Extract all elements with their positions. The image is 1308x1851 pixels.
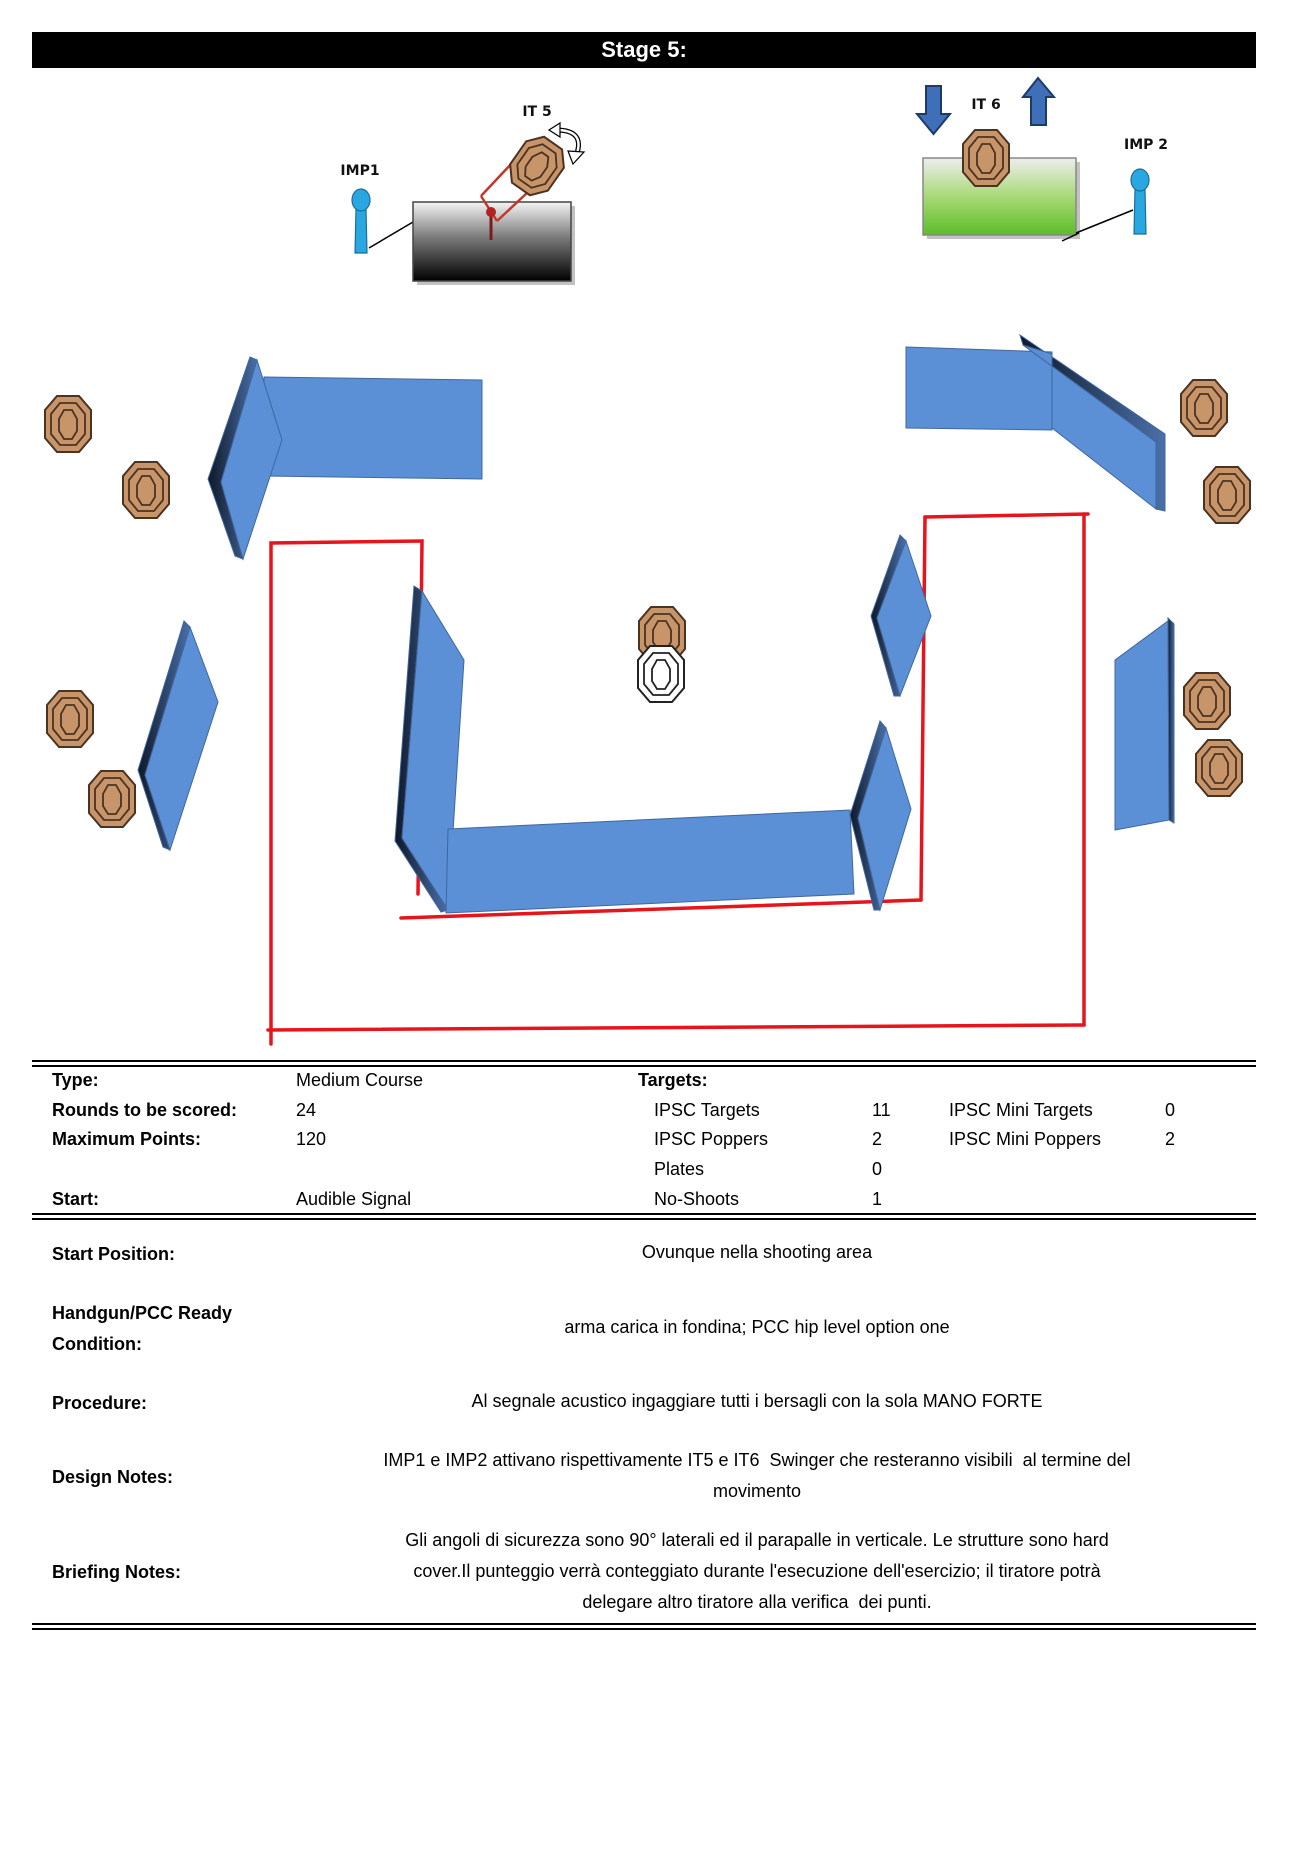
ipsc-target-icon bbox=[1196, 740, 1242, 796]
design-notes-line: movimento bbox=[712, 1481, 802, 1501]
no-shoot-target-icon bbox=[638, 646, 684, 702]
ready-condition-label: Handgun/PCC Ready bbox=[52, 1303, 233, 1323]
rounds-value: 24 bbox=[296, 1100, 317, 1120]
targets-label: Targets: bbox=[638, 1070, 708, 1090]
procedure-value: Al segnale acustico ingaggiare tutti i bersagli con la sola MANO FORTE bbox=[471, 1391, 1043, 1411]
max-points-label: Maximum Points: bbox=[52, 1129, 202, 1149]
rounds-label: Rounds to be scored: bbox=[52, 1100, 238, 1120]
procedure-label: Procedure: bbox=[52, 1393, 148, 1413]
target-type-label: IPSC Poppers bbox=[654, 1129, 769, 1149]
ready-condition-label: Condition: bbox=[52, 1334, 142, 1354]
design-notes-line: IMP1 e IMP2 attivano rispettivamente IT5 e IT6 Swinger che resteranno visibili al termine del bbox=[383, 1450, 1131, 1470]
imp2-popper-icon bbox=[1131, 169, 1149, 234]
ipsc-target-icon bbox=[1181, 380, 1227, 436]
briefing-notes-line: Gli angoli di sicurezza sono 90° laterali ed il parapalle in verticale. Le strutture sono hard bbox=[405, 1530, 1109, 1550]
wall-top-left bbox=[208, 357, 482, 559]
mini-target-type-label: IPSC Mini Poppers bbox=[949, 1129, 1102, 1149]
briefing-notes-label: Briefing Notes: bbox=[52, 1562, 182, 1582]
type-value: Medium Course bbox=[296, 1070, 424, 1090]
mini-target-type-count: 0 bbox=[1165, 1100, 1176, 1120]
arrow-down-icon bbox=[917, 86, 950, 134]
type-label: Type: bbox=[52, 1070, 99, 1090]
target-type-label: No-Shoots bbox=[654, 1189, 740, 1209]
divider bbox=[32, 1623, 1256, 1625]
wall-far-right bbox=[1115, 618, 1174, 830]
start-position-value: Ovunque nella shooting area bbox=[641, 1242, 873, 1262]
wall-right-lower bbox=[850, 721, 911, 910]
divider bbox=[32, 1628, 1256, 1630]
it5-station bbox=[340, 104, 584, 285]
divider bbox=[32, 1065, 1256, 1067]
start-position-label: Start Position: bbox=[52, 1244, 176, 1264]
it6-station bbox=[917, 78, 1168, 241]
target-type-label: Plates bbox=[654, 1159, 705, 1179]
max-points-value: 120 bbox=[296, 1129, 327, 1149]
divider bbox=[32, 1218, 1256, 1220]
imp1-label: IMP1 bbox=[340, 163, 380, 179]
ipsc-target-icon bbox=[47, 691, 93, 747]
target-type-count: 1 bbox=[872, 1189, 883, 1209]
briefing-notes-line: delegare altro tiratore alla verifica dei punti. bbox=[582, 1592, 932, 1612]
it6-label: IT 6 bbox=[971, 97, 1001, 113]
divider bbox=[32, 1213, 1256, 1215]
arrow-up-icon bbox=[1023, 78, 1054, 125]
wall-top-right bbox=[906, 335, 1165, 511]
ipsc-target-icon bbox=[123, 462, 169, 518]
it5-target-icon bbox=[502, 130, 572, 202]
mini-target-type-count: 2 bbox=[1165, 1129, 1176, 1149]
it5-label: IT 5 bbox=[522, 104, 552, 120]
start-label: Start: bbox=[52, 1189, 100, 1209]
ipsc-target-icon bbox=[45, 396, 91, 452]
target-type-count: 11 bbox=[872, 1100, 891, 1120]
wall-bottom bbox=[446, 810, 854, 913]
imp1-activation-line bbox=[369, 222, 413, 248]
design-notes-label: Design Notes: bbox=[52, 1467, 174, 1487]
target-type-count: 0 bbox=[872, 1159, 883, 1179]
target-type-label: IPSC Targets bbox=[654, 1100, 760, 1120]
ipsc-target-icon bbox=[89, 771, 135, 827]
divider bbox=[32, 1060, 1256, 1062]
wall-left-mid bbox=[138, 621, 218, 850]
imp2-activation-line bbox=[1076, 210, 1133, 233]
shooting-area-boundary bbox=[268, 514, 1088, 1044]
imp1-popper-icon bbox=[352, 189, 370, 253]
ipsc-target-icon bbox=[1184, 673, 1230, 729]
mini-target-type-label: IPSC Mini Targets bbox=[949, 1100, 1093, 1120]
stage-title: Stage 5: bbox=[32, 32, 1256, 68]
start-value: Audible Signal bbox=[296, 1189, 412, 1209]
ipsc-target-icon bbox=[1204, 467, 1250, 523]
ready-condition-value: arma carica in fondina; PCC hip level option one bbox=[564, 1317, 950, 1337]
target-type-count: 2 bbox=[872, 1129, 883, 1149]
it6-target-icon bbox=[963, 130, 1009, 186]
imp2-label: IMP 2 bbox=[1123, 137, 1169, 153]
briefing-notes-line: cover.Il punteggio verrà conteggiato durante l'esecuzione dell'esercizio; il tiratore potrà bbox=[413, 1561, 1101, 1581]
